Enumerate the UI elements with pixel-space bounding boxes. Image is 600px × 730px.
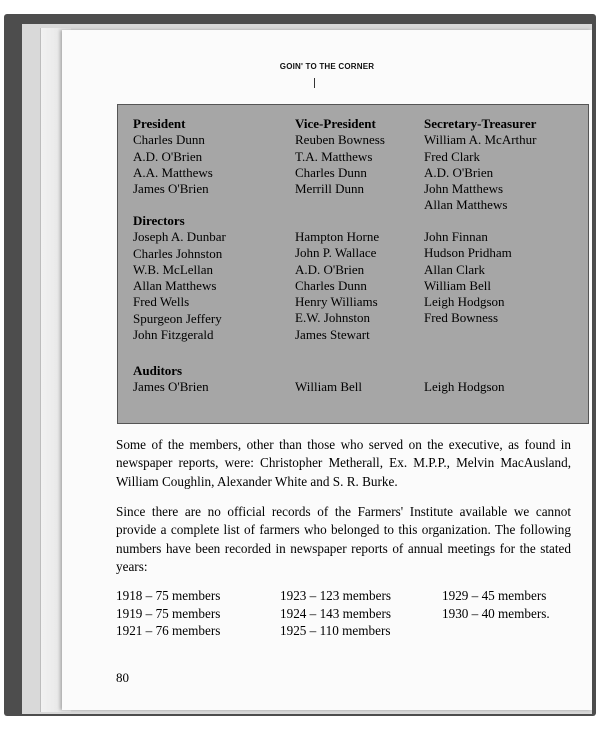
membership-entry: 1929 – 45 members: [442, 588, 547, 603]
director-name: W.B. McLellan: [133, 261, 214, 277]
directors-heading: Directors: [133, 213, 185, 228]
director-name: James Stewart: [295, 326, 370, 342]
book-page: [62, 30, 592, 710]
membership-entry: 1930 – 40 members.: [442, 605, 550, 621]
president-name: A.A. Matthews: [133, 164, 213, 180]
vice-president-name: T.A. Matthews: [295, 148, 373, 164]
membership-col-2: [280, 587, 391, 640]
president-name: A.D. O'Brien: [133, 148, 203, 164]
auditors-col-1: [133, 363, 209, 396]
auditors-col-2: [295, 379, 362, 395]
records-paragraph: Since there are no official records of the Farmers' Institute available we cannot provide a complete list of farmers who belonged to this organization. The following numbers have been recorded in newspaper reports of annual meetings for the stated years:: [116, 504, 571, 574]
members-paragraph: Some of the members, other than those who served on the executive, as found in newspaper reports, were: Christopher Metherall, Ex. M.P.P., Melvin MacAusland, William Coughlin, Alexander White and S. R. Burke.: [116, 437, 571, 489]
director-name: Charles Johnston: [133, 245, 223, 261]
director-name: Leigh Hodgson: [424, 294, 505, 310]
auditor-name: James O'Brien: [133, 379, 209, 395]
membership-entry: 1924 – 143 members: [280, 605, 391, 621]
director-name: John Fitzgerald: [133, 327, 214, 343]
executive-col-1: [133, 116, 213, 197]
page-number: 80: [116, 670, 129, 685]
secretary-treasurer-name: William A. McArthur: [424, 132, 537, 148]
secretary-treasurer-name: Allan Matthews: [424, 197, 508, 213]
director-name: John P. Wallace: [295, 245, 377, 261]
membership-entry: 1921 – 76 members: [116, 623, 221, 639]
executive-col-3: [424, 116, 537, 214]
director-name: Fred Bowness: [424, 310, 499, 326]
president-name: James O'Brien: [133, 181, 209, 197]
secretary-treasurer-name: John Matthews: [424, 181, 504, 197]
secretary-treasurer-heading: Secretary-Treasurer: [424, 116, 537, 131]
executive-col-2: [295, 116, 385, 197]
president-heading: President: [133, 116, 186, 131]
director-name: Allan Matthews: [133, 278, 217, 294]
director-name: Spurgeon Jeffery: [133, 310, 222, 326]
director-name: A.D. O'Brien: [295, 261, 365, 277]
membership-col-1: [116, 587, 220, 640]
directors-col-2: [295, 229, 379, 343]
director-name: Joseph A. Dunbar: [133, 229, 226, 245]
president-name: Charles Dunn: [133, 132, 205, 148]
secretary-treasurer-name: Fred Clark: [424, 148, 480, 164]
director-name: Hudson Pridham: [424, 245, 512, 261]
director-name: Allan Clark: [424, 261, 486, 277]
running-head: GOIN' TO THE CORNER: [279, 62, 375, 71]
auditors-col-3: [424, 379, 505, 395]
director-name: E.W. Johnston: [295, 310, 370, 326]
director-name: William Bell: [424, 277, 491, 293]
auditors-heading: Auditors: [133, 363, 183, 378]
director-name: Fred Wells: [133, 294, 190, 310]
membership-entry: 1925 – 110 members: [280, 623, 391, 639]
membership-entry: 1918 – 75 members: [116, 588, 221, 603]
auditor-name: Leigh Hodgson: [424, 379, 505, 394]
auditor-name: William Bell: [295, 379, 362, 394]
membership-entry: 1923 – 123 members: [280, 588, 391, 603]
membership-entry: 1919 – 75 members: [116, 605, 221, 621]
director-name: Hampton Horne: [295, 229, 380, 244]
director-name: Charles Dunn: [295, 277, 367, 293]
head-tick: [314, 78, 315, 88]
membership-col-3: [442, 587, 550, 622]
vice-president-name: Charles Dunn: [295, 164, 367, 180]
executive-table: [117, 104, 589, 424]
directors-col-3: [424, 229, 512, 327]
vice-president-heading: Vice-President: [295, 116, 376, 131]
director-name: Henry Williams: [295, 294, 378, 310]
vice-president-name: Merrill Dunn: [295, 181, 364, 197]
directors-col-1: [133, 213, 226, 343]
secretary-treasurer-name: A.D. O'Brien: [424, 164, 494, 180]
vice-president-name: Reuben Bowness: [295, 132, 385, 148]
director-name: John Finnan: [424, 229, 488, 244]
